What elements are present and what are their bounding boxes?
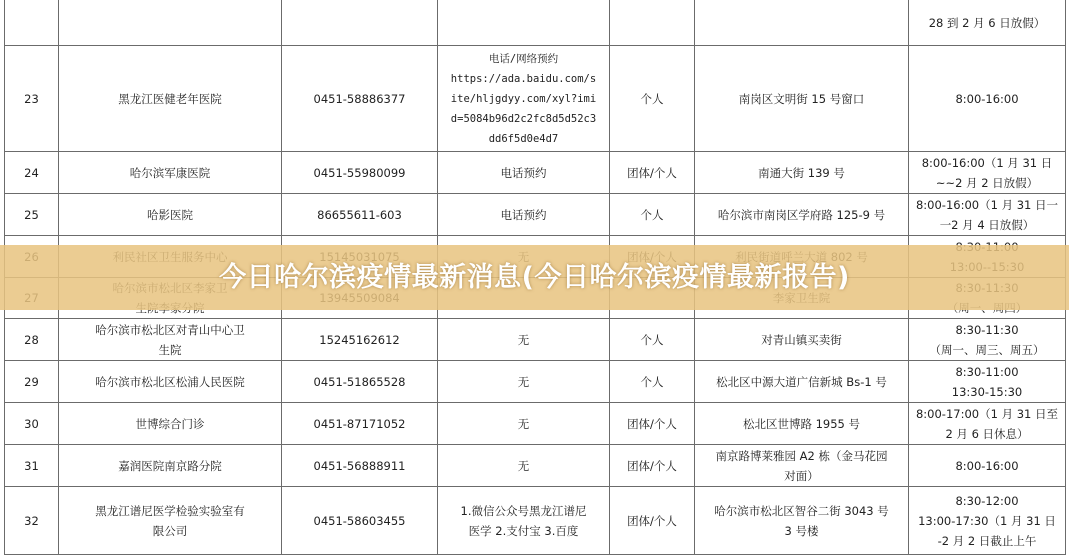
hospital-name-cell xyxy=(59,0,282,46)
address-line: 哈尔滨市松北区智谷二街 3043 号 xyxy=(714,503,889,518)
hospital-name-line: 哈尔滨市松北区对青山中心卫 xyxy=(95,322,245,337)
booking-method-cell xyxy=(438,361,610,403)
booking-method-cell xyxy=(438,0,610,46)
service-type-cell: 团体/个人 xyxy=(610,445,695,487)
booking-method-line: 无 xyxy=(517,374,530,389)
hours-line: 一2 月 4 日放假） xyxy=(939,217,1035,232)
booking-method-line: 电话/网络预约 xyxy=(488,52,559,65)
hours-cell xyxy=(909,361,1066,403)
hospital-name-cell xyxy=(59,487,282,555)
hospital-name-line: 世博综合门诊 xyxy=(135,416,205,431)
address-line: 3 号楼 xyxy=(784,523,819,538)
service-type-cell: 个人 xyxy=(610,361,695,403)
service-type-cell xyxy=(610,0,695,46)
hours-line: 28 到 2 月 6 日放假） xyxy=(928,15,1046,30)
booking-method-line: 无 xyxy=(517,458,530,473)
hospital-name-cell xyxy=(59,361,282,403)
hours-cell xyxy=(909,445,1066,487)
booking-method-line: 1.微信公众号黑龙江谱尼 xyxy=(460,503,587,518)
hours-line: 8:30-11:00 xyxy=(955,364,1019,379)
booking-method-cell xyxy=(438,403,610,445)
table-row xyxy=(5,46,1066,152)
service-type-cell: 团体/个人 xyxy=(610,403,695,445)
address-cell xyxy=(695,403,909,445)
hours-line: （周一、周三、周五） xyxy=(929,342,1045,357)
hospital-name-line: 生院 xyxy=(158,342,182,357)
hours-line: 2 月 6 日休息） xyxy=(945,426,1029,441)
hospital-name-cell xyxy=(59,445,282,487)
booking-method-cell xyxy=(438,487,610,555)
phone-cell: 0451-87171052 xyxy=(282,403,438,445)
hours-cell xyxy=(909,46,1066,152)
address-cell xyxy=(695,361,909,403)
row-number-cell: 31 xyxy=(5,445,59,487)
hospital-name-cell xyxy=(59,194,282,236)
hospital-name-line: 嘉润医院南京路分院 xyxy=(118,458,222,473)
table-row xyxy=(5,487,1066,555)
hospital-name-line: 黑龙江医健老年医院 xyxy=(118,91,222,106)
address-cell xyxy=(695,0,909,46)
table-row xyxy=(5,361,1066,403)
address-line: 松北区世博路 1955 号 xyxy=(742,416,861,431)
phone-cell: 0451-56888911 xyxy=(282,445,438,487)
hours-line: 8:00-16:00（1 月 31 日一 xyxy=(915,197,1059,212)
row-number-cell xyxy=(5,0,59,46)
table-row xyxy=(5,319,1066,361)
row-number-cell: 32 xyxy=(5,487,59,555)
phone-cell: 0451-58603455 xyxy=(282,487,438,555)
phone-cell xyxy=(282,0,438,46)
hours-line: 8:00-16:00 xyxy=(955,458,1019,473)
booking-method-line: 医学 2.支付宝 3.百度 xyxy=(468,523,579,538)
table-row xyxy=(5,0,1066,46)
booking-method-line: 无 xyxy=(517,332,530,347)
booking-method-line: 无 xyxy=(517,416,530,431)
row-number-cell: 29 xyxy=(5,361,59,403)
phone-cell: 15245162612 xyxy=(282,319,438,361)
phone-cell: 0451-55980099 xyxy=(282,152,438,194)
hours-cell xyxy=(909,194,1066,236)
address-line: 对面） xyxy=(784,468,819,483)
phone-cell: 0451-58886377 xyxy=(282,46,438,152)
address-cell xyxy=(695,319,909,361)
address-line: 哈尔滨市南岗区学府路 125-9 号 xyxy=(717,207,886,222)
hospital-name-line: 哈尔滨市松北区松浦人民医院 xyxy=(95,374,245,389)
address-cell xyxy=(695,46,909,152)
table-row xyxy=(5,194,1066,236)
booking-method-cell xyxy=(438,46,610,152)
row-number-cell: 28 xyxy=(5,319,59,361)
address-line: 松北区中源大道广信新城 Bs-1 号 xyxy=(716,374,887,389)
hours-line: 13:30-15:30 xyxy=(951,384,1023,399)
hours-line: 13:00-17:30（1 月 31 日 xyxy=(918,513,1056,528)
hospital-name-cell xyxy=(59,319,282,361)
phone-cell: 86655611-603 xyxy=(282,194,438,236)
hours-line: 8:00-17:00（1 月 31 日至 xyxy=(915,406,1059,421)
hours-line: 8:00-16:00 xyxy=(955,91,1019,106)
hospital-name-line: 黑龙江谱尼医学检验实验室有 xyxy=(95,503,245,518)
booking-method-line: https://ada.baidu.com/s xyxy=(450,72,597,85)
booking-method-cell xyxy=(438,152,610,194)
hospital-name-cell xyxy=(59,403,282,445)
hours-cell xyxy=(909,0,1066,46)
hospital-name-cell xyxy=(59,152,282,194)
hours-cell xyxy=(909,403,1066,445)
table-row xyxy=(5,403,1066,445)
booking-method-line: d=5084b96d2c2fc8d5d52c3 xyxy=(450,112,597,125)
booking-method-cell xyxy=(438,319,610,361)
row-number-cell: 30 xyxy=(5,403,59,445)
hospital-name-line: 哈尔滨军康医院 xyxy=(129,165,211,180)
hours-line: 8:30-12:00 xyxy=(955,493,1019,508)
booking-method-line: 电话预约 xyxy=(500,207,547,222)
title-banner xyxy=(0,245,1069,310)
hours-line: -2 月 2 日截止上午 xyxy=(937,533,1037,548)
hours-line: 8:00-16:00（1 月 31 日 xyxy=(921,155,1053,170)
address-line: 南岗区文明街 15 号窗口 xyxy=(738,91,865,106)
booking-method-line: dd6f5d0e4d7 xyxy=(488,132,559,145)
service-type-cell: 团体/个人 xyxy=(610,152,695,194)
row-number-cell: 24 xyxy=(5,152,59,194)
booking-method-cell xyxy=(438,194,610,236)
address-cell xyxy=(695,445,909,487)
row-number-cell: 25 xyxy=(5,194,59,236)
table-row xyxy=(5,445,1066,487)
booking-method-line: ite/hljgdyy.com/xyl?imi xyxy=(450,92,597,105)
address-line: 南通大街 139 号 xyxy=(758,165,845,180)
row-number-cell: 23 xyxy=(5,46,59,152)
hospital-name-line: 限公司 xyxy=(152,523,188,538)
service-type-cell: 团体/个人 xyxy=(610,487,695,555)
table-row xyxy=(5,152,1066,194)
service-type-cell: 个人 xyxy=(610,319,695,361)
address-line: 对青山镇买卖街 xyxy=(761,332,842,347)
hospital-name-line: 哈影医院 xyxy=(147,207,193,222)
service-type-cell: 个人 xyxy=(610,46,695,152)
booking-method-line: 电话预约 xyxy=(500,165,547,180)
address-cell xyxy=(695,194,909,236)
hours-cell xyxy=(909,319,1066,361)
phone-cell: 0451-51865528 xyxy=(282,361,438,403)
hospital-name-cell xyxy=(59,46,282,152)
hours-cell xyxy=(909,152,1066,194)
hours-line: 8:30-11:30 xyxy=(955,322,1019,337)
service-type-cell: 个人 xyxy=(610,194,695,236)
hours-line: ~~2 月 2 日放假） xyxy=(935,175,1039,190)
address-line: 南京路博莱雅园 A2 栋（金马花园 xyxy=(715,448,888,463)
hours-cell xyxy=(909,487,1066,555)
booking-method-cell xyxy=(438,445,610,487)
banner-title: 今日哈尔滨疫情最新消息(今日哈尔滨疫情最新报告) xyxy=(219,262,850,293)
address-cell xyxy=(695,152,909,194)
address-cell xyxy=(695,487,909,555)
